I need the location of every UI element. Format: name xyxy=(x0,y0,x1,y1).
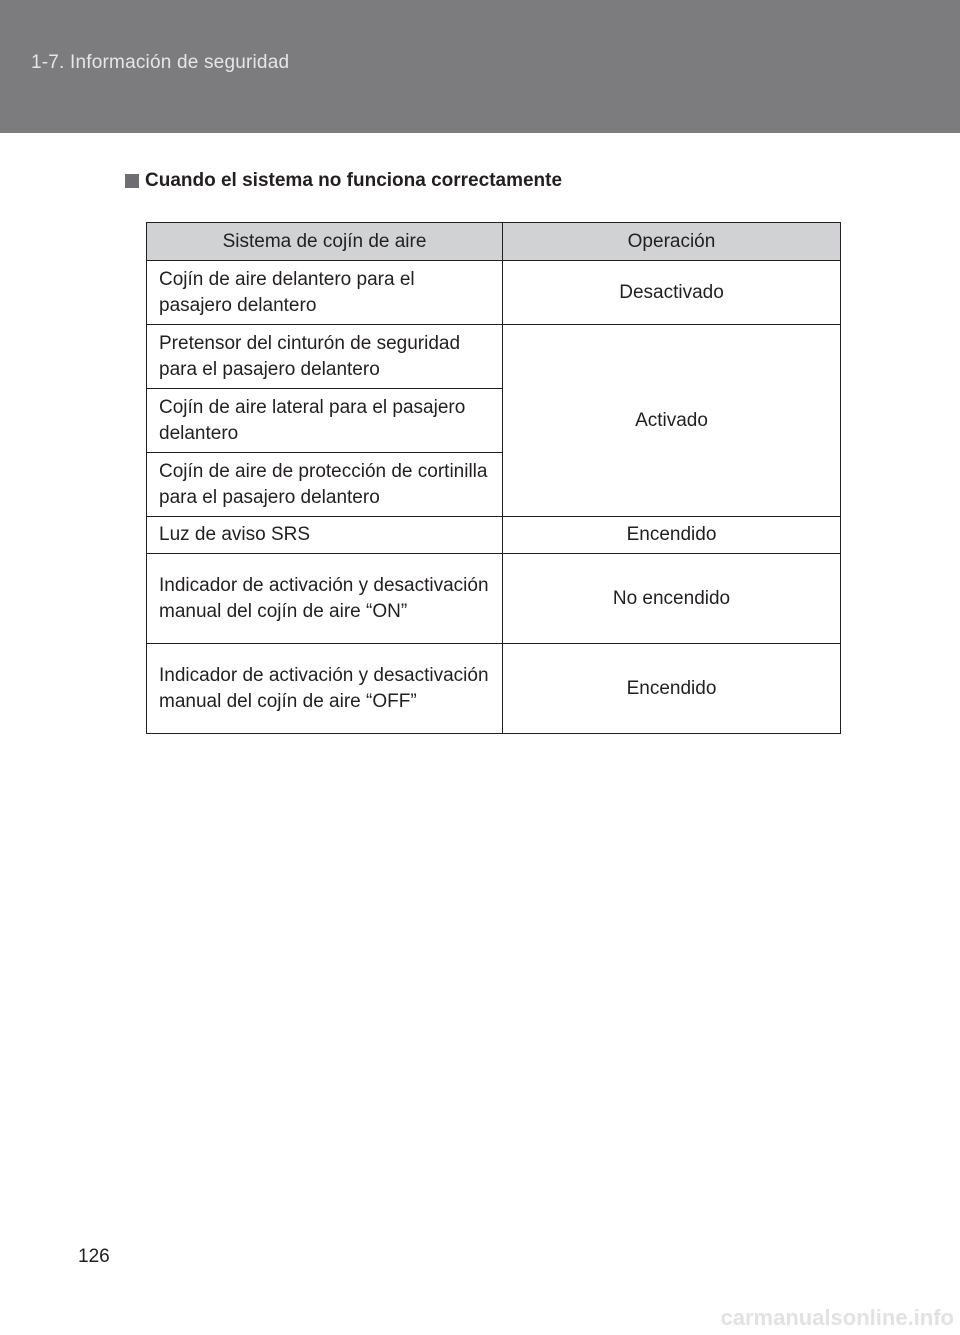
operation-cell: No encendido xyxy=(503,554,841,644)
table-row xyxy=(147,261,841,325)
page-number: 126 xyxy=(78,1246,110,1267)
operation-cell: Activado xyxy=(503,325,841,517)
system-cell: Indicador de activación y desactivación manual del cojín de aire “OFF” xyxy=(147,644,503,734)
system-cell: Cojín de aire de protección de cortinilla para el pasajero delantero xyxy=(147,453,503,517)
column-header-system: Sistema de cojín de aire xyxy=(147,223,503,261)
system-cell: Pretensor del cinturón de seguridad para el pasajero delantero xyxy=(147,325,503,389)
table-row xyxy=(147,554,841,644)
airbag-status-table xyxy=(146,222,841,734)
operation-cell: Encendido xyxy=(503,517,841,554)
table-row xyxy=(147,517,841,554)
watermark: carmanualsonline.info xyxy=(720,1305,954,1330)
table-row xyxy=(147,644,841,734)
column-header-operation: Operación xyxy=(503,223,841,261)
header-title: 1-7. Información de seguridad xyxy=(31,52,290,73)
table-row xyxy=(147,325,841,389)
system-cell: Cojín de aire delantero para el pasajero delantero xyxy=(147,261,503,325)
table-header-row xyxy=(147,223,841,261)
section-heading xyxy=(125,170,562,192)
header-band xyxy=(0,0,960,133)
system-cell: Indicador de activación y desactivación manual del cojín de aire “ON” xyxy=(147,554,503,644)
system-cell: Cojín de aire lateral para el pasajero delantero xyxy=(147,389,503,453)
section-heading-text: Cuando el sistema no funciona correctamente xyxy=(145,170,563,191)
operation-cell: Encendido xyxy=(503,644,841,734)
square-bullet-icon xyxy=(125,174,139,188)
operation-cell: Desactivado xyxy=(503,261,841,325)
system-cell: Luz de aviso SRS xyxy=(147,517,503,554)
